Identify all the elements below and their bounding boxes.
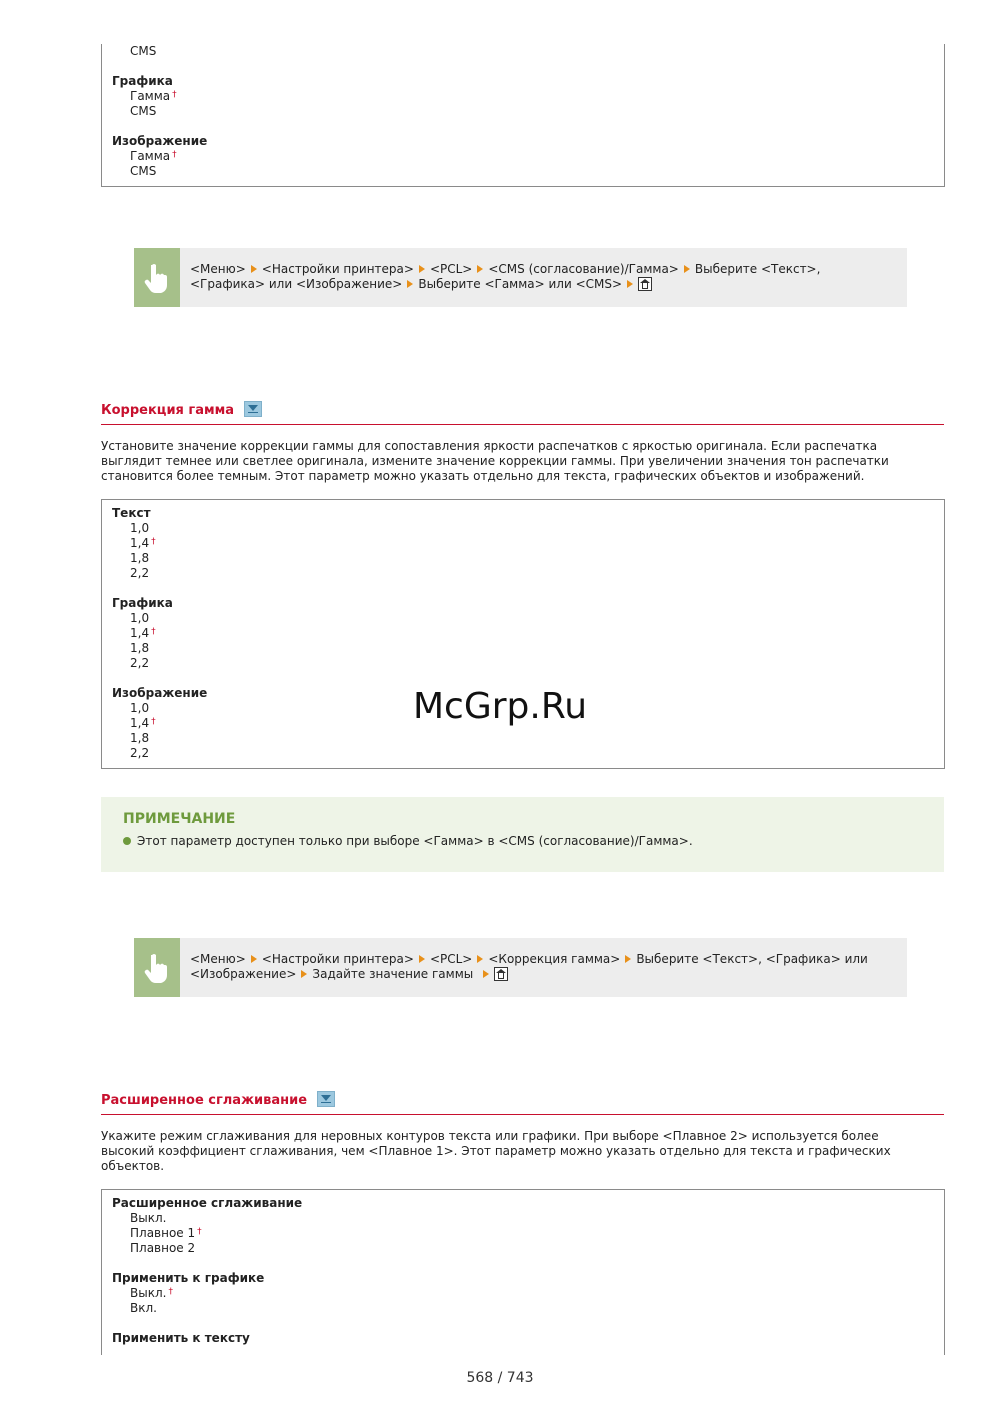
hand-pointer-icon	[134, 248, 180, 307]
arrow-icon	[684, 265, 690, 273]
option-value: 1,0	[130, 521, 150, 535]
note-item	[123, 834, 693, 848]
arrow-icon	[477, 265, 483, 273]
group-heading-advanced-smoothing: Расширенное сглаживание	[112, 1196, 303, 1210]
step-menu: <Меню>	[190, 262, 246, 276]
note-box	[101, 797, 944, 872]
option-cms: CMS	[130, 104, 157, 118]
home-icon	[638, 277, 652, 291]
step-select-text: Выберите <Текст>,	[694, 262, 821, 276]
description-line: объектов.	[101, 1159, 165, 1173]
default-dagger-icon: †	[197, 1227, 202, 1237]
option-value: 1,8	[130, 551, 150, 565]
step-image: <Изображение>	[190, 967, 297, 981]
arrow-icon	[419, 955, 425, 963]
option-label: Гамма	[130, 149, 171, 163]
step-printer-settings: <Настройки принтера>	[261, 262, 414, 276]
step-pcl: <PCL>	[429, 952, 473, 966]
note-title: ПРИМЕЧАНИЕ	[123, 811, 236, 827]
option-value: Выкл.	[130, 1211, 167, 1225]
section-description	[101, 439, 946, 484]
step-printer-settings: <Настройки принтера>	[261, 952, 414, 966]
steps-line-2	[190, 277, 820, 292]
steps-line-1	[190, 952, 868, 967]
step-select-target: Выберите <Текст>, <Графика> или	[636, 952, 868, 966]
step-menu: <Меню>	[190, 952, 246, 966]
default-dagger-icon: †	[172, 150, 177, 160]
note-text: Этот параметр доступен только при выборе <Гамма> в <CMS (согласование)/Гамма>.	[137, 834, 693, 848]
gamma-settings-box	[101, 499, 945, 769]
arrow-icon	[419, 265, 425, 273]
group-heading-image: Изображение	[112, 134, 208, 148]
watermark: McGrp.Ru	[412, 686, 588, 727]
smoothing-settings-box	[101, 1189, 945, 1355]
collapse-toggle-icon[interactable]	[244, 401, 262, 417]
group-heading-apply-text: Применить к тексту	[112, 1331, 250, 1345]
section-title-smoothing	[101, 1091, 335, 1109]
arrow-icon	[251, 955, 257, 963]
bullet-icon	[123, 837, 131, 845]
option-cms: CMS	[130, 44, 157, 58]
section-divider	[101, 1114, 944, 1115]
section-title-gamma	[101, 401, 262, 419]
step-gamma-correction: <Коррекция гамма>	[488, 952, 621, 966]
option-value: 1,0	[130, 611, 150, 625]
description-line: Укажите режим сглаживания для неровных контуров текста или графики. При выборе <Плавное 2> используется более	[101, 1129, 879, 1143]
default-dagger-icon: †	[151, 627, 156, 637]
arrow-icon	[477, 955, 483, 963]
page-number: 568 / 743	[466, 1370, 534, 1386]
arrow-icon	[625, 955, 631, 963]
default-dagger-icon: †	[151, 537, 156, 547]
option-value: 2,2	[130, 566, 150, 580]
step-select-gamma-cms: Выберите <Гамма> или <CMS>	[418, 277, 623, 291]
operation-steps-panel	[134, 248, 907, 307]
description-line: выглядит темнее или светлее оригинала, измените значение коррекции гаммы. При увеличении значения тон распечатки	[101, 454, 889, 468]
step-graphics-image: <Графика> или <Изображение>	[190, 277, 403, 291]
group-heading-graphics: Графика	[112, 596, 173, 610]
option-label: Гамма	[130, 89, 171, 103]
default-dagger-icon: †	[172, 90, 177, 100]
option-value: Вкл.	[130, 1301, 157, 1315]
section-divider	[101, 424, 944, 425]
section-title-text: Коррекция гамма	[101, 403, 235, 418]
section-title-text: Расширенное сглаживание	[101, 1093, 308, 1108]
arrow-icon	[301, 970, 307, 978]
arrow-icon	[483, 970, 489, 978]
option-label: Выкл.	[130, 1286, 167, 1300]
description-line: становится более темным. Этот параметр можно указать отдельно для текста, графических объектов и изображений.	[101, 469, 865, 483]
description-line: Установите значение коррекции гаммы для сопоставления яркости распечатков с яркостью оригинала. Если распечатка	[101, 439, 878, 453]
hand-pointer-icon	[134, 938, 180, 997]
group-heading-text: Текст	[112, 506, 151, 520]
option-label: 1,4	[130, 626, 150, 640]
home-icon	[494, 967, 508, 981]
option-value: 1,0	[130, 701, 150, 715]
step-pcl: <PCL>	[429, 262, 473, 276]
step-cms-gamma: <CMS (согласование)/Гамма>	[488, 262, 679, 276]
default-dagger-icon: †	[168, 1287, 173, 1297]
option-label: 1,4	[130, 716, 150, 730]
option-value: 1,8	[130, 731, 150, 745]
steps-line-1	[190, 262, 820, 277]
option-value: 1,8	[130, 641, 150, 655]
arrow-icon	[407, 280, 413, 288]
group-heading-image: Изображение	[112, 686, 208, 700]
option-value: 2,2	[130, 746, 150, 760]
option-value: Плавное 2	[130, 1241, 196, 1255]
default-dagger-icon: †	[151, 717, 156, 727]
steps-line-2	[190, 967, 868, 982]
option-label: 1,4	[130, 536, 150, 550]
option-cms: CMS	[130, 164, 157, 178]
section-description	[101, 1129, 946, 1174]
arrow-icon	[627, 280, 633, 288]
step-set-gamma: Задайте значение гаммы	[312, 967, 474, 981]
operation-steps-panel	[134, 938, 907, 997]
collapse-toggle-icon[interactable]	[317, 1091, 335, 1107]
option-label: Плавное 1	[130, 1226, 196, 1240]
option-value: 2,2	[130, 656, 150, 670]
arrow-icon	[251, 265, 257, 273]
group-heading-apply-graphics: Применить к графике	[112, 1271, 265, 1285]
cms-settings-box	[101, 44, 945, 187]
group-heading-graphics: Графика	[112, 74, 173, 88]
description-line: высокий коэффициент сглаживания, чем <Плавное 1>. Этот параметр можно указать отдельно для текста и графических	[101, 1144, 891, 1158]
